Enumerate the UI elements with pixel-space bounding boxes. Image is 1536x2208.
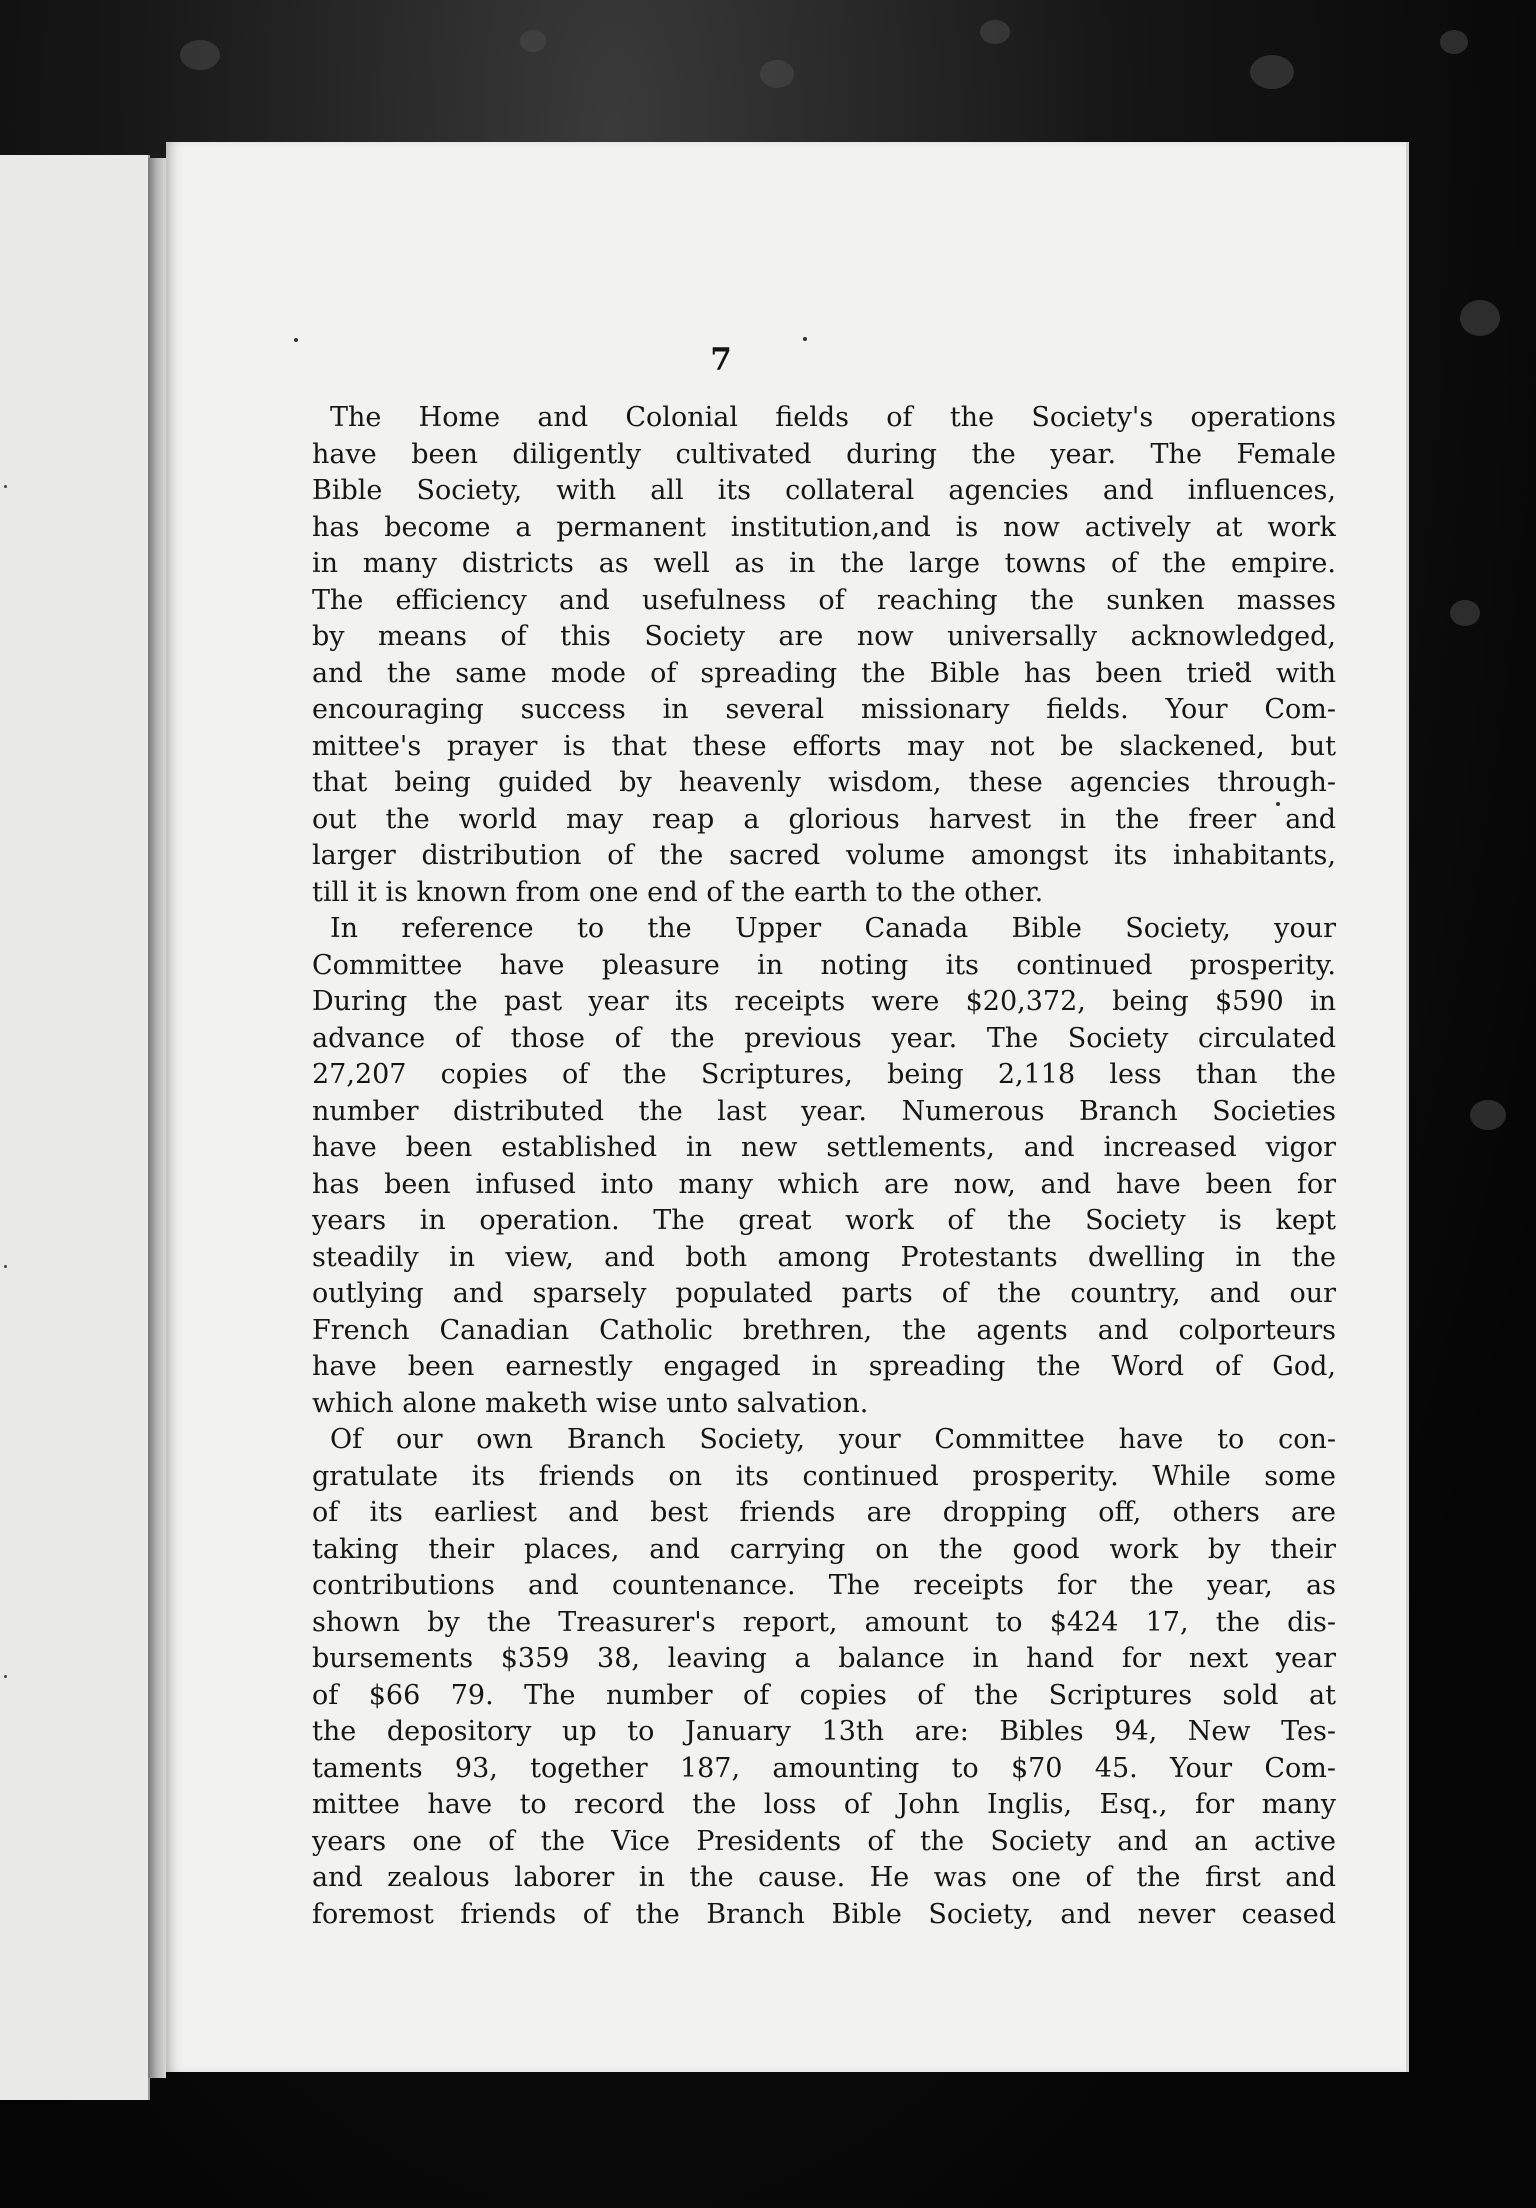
document-page: [166, 142, 1409, 2072]
text-line: by means of this Society are now universally acknowledged,: [312, 621, 1336, 652]
background-speck: [180, 40, 220, 70]
background-speck: [1440, 30, 1468, 54]
text-line: has become a permanent institution,and is now actively at work: [312, 511, 1336, 543]
text-line: foremost friends of the Branch Bible Society, and never ceased: [312, 1898, 1336, 1930]
text-line: and zealous laborer in the cause. He was one of the first and: [312, 1862, 1336, 1893]
text-line: which alone maketh wise unto salvation.: [312, 1387, 869, 1419]
text-line: In reference to the Upper Canada Bible Society, your: [330, 913, 1336, 944]
background-speck: [1460, 300, 1500, 336]
text-line: mittee have to record the loss of John Inglis, Esq., for many: [312, 1789, 1336, 1820]
text-line: in many districts as well as in the large towns of the empire.: [312, 548, 1336, 579]
text-line: shown by the Treasurer's report, amount to $424 17, the dis-: [312, 1606, 1336, 1638]
text-line: have been earnestly engaged in spreading the Word of God,: [312, 1351, 1336, 1382]
text-line: outlying and sparsely populated parts of the country, and our: [312, 1278, 1336, 1309]
text-line: years in operation. The great work of the Society is kept: [312, 1205, 1336, 1236]
background-speck: [1450, 600, 1480, 626]
background-speck: [760, 60, 794, 88]
background-speck: [1250, 55, 1294, 89]
text-line: number distributed the last year. Numerous Branch Societies: [312, 1095, 1336, 1127]
text-line: that being guided by heavenly wisdom, these agencies through-: [312, 767, 1336, 798]
text-line: of $66 79. The number of copies of the Scriptures sold at: [312, 1679, 1336, 1711]
text-line: The efficiency and usefulness of reaching the sunken masses: [312, 584, 1336, 616]
text-line: Of our own Branch Society, your Committee have to con-: [330, 1424, 1336, 1455]
text-line: out the world may reap a glorious harvest in the freer and: [312, 803, 1336, 835]
page-number: 7: [710, 342, 732, 378]
page-speck: [4, 1265, 7, 1268]
facing-page-edge: [0, 155, 150, 2100]
text-line: and the same mode of spreading the Bible has been tried with: [312, 657, 1336, 689]
paragraph: [312, 400, 1336, 911]
text-line: have been established in new settlements, and increased vigor: [312, 1132, 1336, 1163]
background-speck: [1470, 1100, 1506, 1130]
text-line: steadily in view, and both among Protestants dwelling in the: [312, 1241, 1336, 1273]
text-line: taking their places, and carrying on the good work by their: [312, 1533, 1336, 1565]
text-line: Bible Society, with all its collateral agencies and influences,: [312, 475, 1336, 506]
page-speck: [4, 1675, 7, 1678]
text-line: bursements $359 38, leaving a balance in hand for next year: [312, 1643, 1336, 1674]
text-line: 27,207 copies of the Scriptures, being 2,118 less than the: [312, 1059, 1336, 1090]
text-line: have been diligently cultivated during the year. The Female: [312, 438, 1336, 470]
book-gutter: [148, 158, 166, 2078]
page-speck: [803, 337, 807, 341]
text-line: has been infused into many which are now, and have been for: [312, 1168, 1336, 1200]
body-text: [312, 400, 1336, 1933]
text-line: gratulate its friends on its continued prosperity. While some: [312, 1460, 1336, 1492]
text-line: years one of the Vice Presidents of the Society and an active: [312, 1825, 1336, 1857]
text-line: the depository up to January 13th are: Bibles 94, New Tes-: [312, 1716, 1336, 1747]
text-line: mittee's prayer is that these efforts may not be slackened, but: [312, 730, 1336, 762]
paragraph: [312, 911, 1336, 1422]
page-speck: [4, 485, 7, 488]
text-line: advance of those of the previous year. The Society circulated: [312, 1022, 1336, 1054]
text-line: contributions and countenance. The receipts for the year, as: [312, 1570, 1336, 1601]
text-line: The Home and Colonial fields of the Society's operations: [330, 402, 1336, 433]
background-speck: [520, 30, 546, 52]
background-speck: [980, 20, 1010, 44]
text-line: encouraging success in several missionary fields. Your Com-: [312, 694, 1336, 725]
paragraph: [312, 1422, 1336, 1933]
text-line: Committee have pleasure in noting its continued prosperity.: [312, 949, 1336, 981]
text-line: French Canadian Catholic brethren, the agents and colporteurs: [312, 1314, 1336, 1346]
text-line: till it is known from one end of the earth to the other.: [312, 876, 1044, 908]
text-line: taments 93, together 187, amounting to $70 45. Your Com-: [312, 1752, 1336, 1784]
text-line: larger distribution of the sacred volume amongst its inhabitants,: [312, 840, 1336, 871]
text-line: During the past year its receipts were $20,372, being $590 in: [312, 986, 1336, 1017]
text-line: of its earliest and best friends are dropping off, others are: [312, 1497, 1336, 1528]
